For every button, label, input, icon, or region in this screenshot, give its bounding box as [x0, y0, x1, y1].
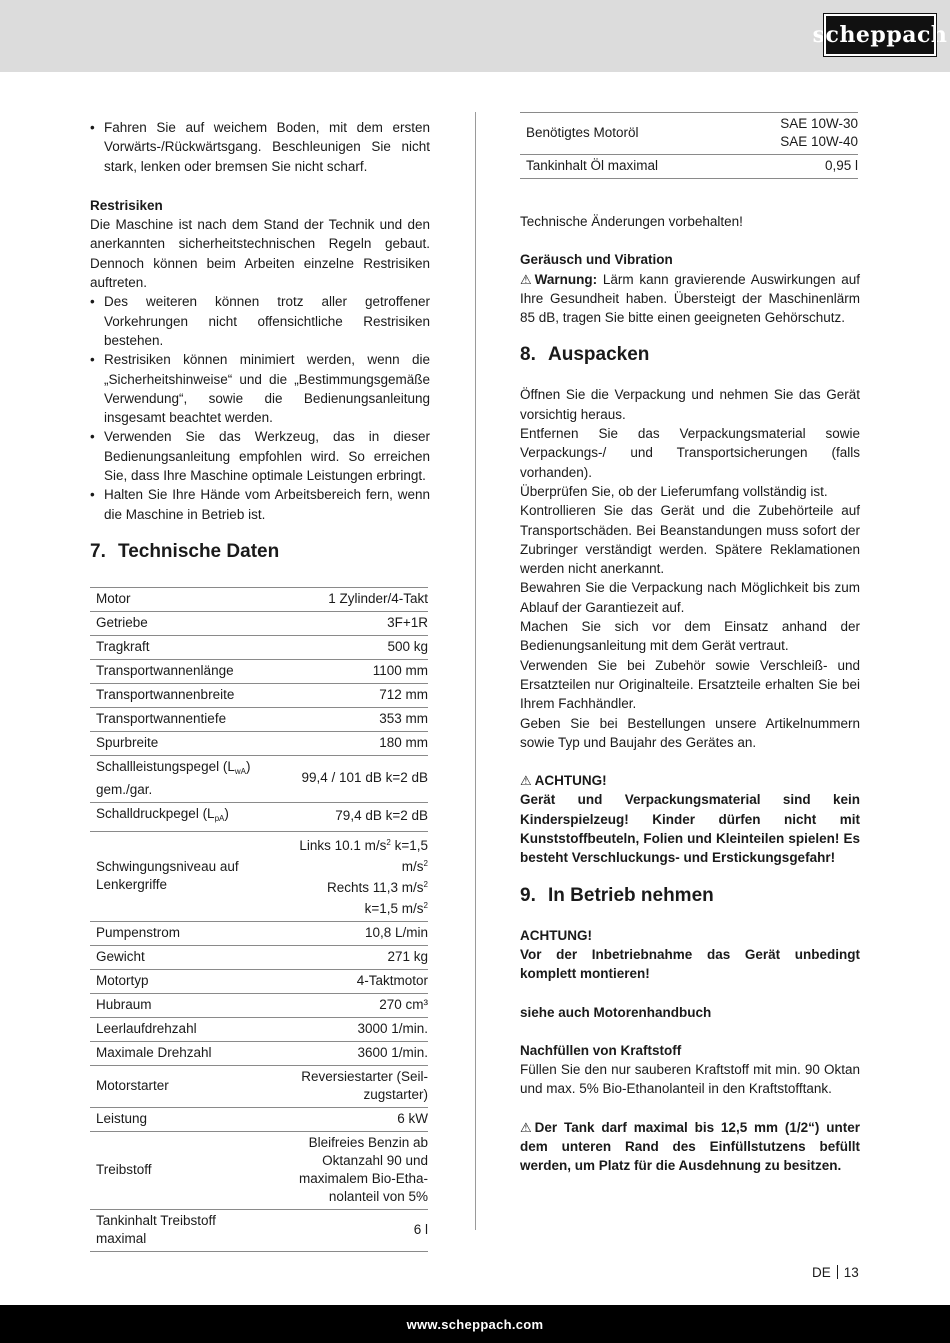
table-row: [90, 1131, 428, 1209]
value-part: k=1,5 m/s: [364, 900, 424, 916]
table-value: 3F+1R: [275, 611, 428, 635]
table-row: [90, 1107, 428, 1131]
auspacken-paragraph: Verwenden Sie bei Zubehör sowie Verschleiß- und Ersatzteilen nur Originalteile. Ersatzteile erhalten Sie bei Ihrem Fachhändler.: [520, 657, 860, 712]
betrieb-achtung: ACHTUNG!: [520, 927, 592, 943]
table-value: 270 cm³: [275, 993, 428, 1017]
value-part: Oktanzahl 90 und: [322, 1152, 428, 1168]
table-label: Transportwannenlänge: [90, 659, 275, 683]
warning-icon: ⚠: [520, 1119, 532, 1135]
page-num: 13: [843, 1265, 859, 1280]
superscript: 2: [423, 900, 428, 910]
auspacken-paragraph: Kontrollieren Sie das Gerät und die Zubehörteile auf Transportschäden. Bei Beanstandungen muss sofort der Zubringer verständigt werden. Spätere Reklamationen werden nicht anerkannt.: [520, 503, 860, 577]
table-value: 10,8 L/min: [275, 921, 428, 945]
table-label: Motorstarter: [90, 1065, 275, 1107]
footer-bar: [0, 1305, 950, 1343]
warning-icon: ⚠: [520, 271, 532, 287]
value-part: m/s: [401, 858, 424, 874]
table-row: [90, 755, 428, 802]
section-title: Technische Daten: [118, 540, 280, 562]
table-row: [90, 659, 428, 683]
restrisiken-bullet: • Verwenden Sie das Werkzeug, das in dieser Bedienungsanleitung empfohlen wird. So erreichen Sie, dass Ihre Maschine optimale Leistungen erbringt.: [90, 427, 430, 485]
table-row: [90, 921, 428, 945]
label-part: Schallleistungspegel (L: [96, 758, 235, 774]
table-row: [90, 611, 428, 635]
kraftstoff-text: Füllen Sie den nur sauberen Kraftstoff mit min. 90 Oktan und max. 5% Bio-Ethanolanteil in den Kraftstofftank.: [520, 1062, 860, 1097]
table-value: 712 mm: [275, 683, 428, 707]
table-value: 0,95 l: [732, 155, 858, 179]
table-value: 3600 1/min.: [275, 1041, 428, 1065]
table-row: [90, 1209, 428, 1251]
auspacken-paragraph: Geben Sie bei Bestellungen unsere Artikelnummern sowie Typ und Baujahr des Gerätes an.: [520, 715, 860, 750]
intro-bullet: • Fahren Sie auf weichem Boden, mit dem ersten Vorwärts-/Rückwärtsgang. Beschleunigen Sie nicht stark, lenken oder bremsen Sie nicht scharf.: [90, 118, 430, 176]
label-part: Schalldruckpegel (L: [96, 805, 215, 821]
value-part: nolanteil von 5%: [328, 1188, 428, 1204]
table-row: [90, 731, 428, 755]
betrieb-text: Vor der Inbetriebnahme das Gerät unbedingt komplett montieren!: [520, 946, 860, 982]
table-label: Tragkraft: [90, 635, 275, 659]
achtung-text: Gerät und Verpackungsmaterial sind kein Kinderspielzeug! Kinder dürfen nicht mit Kunststoffbeuteln, Folien und Kleinteilen spielen! Es besteht Verschluckungs- und Erstickungsgefahr!: [520, 792, 860, 866]
restrisiken-text: Die Maschine ist nach dem Stand der Technik und den anerkannten sicherheitstechnischen Regeln gebaut. Dennoch können beim Arbeiten einzelne Restrisiken auftreten.: [90, 217, 430, 291]
warning-label: Warnung:: [534, 271, 598, 287]
tank-warning-text: Der Tank darf maximal bis 12,5 mm (1/2“) unter dem unteren Rand des Einfüllstutzens befüllt werden, um Platz für die Ausdehnung zu besitzen.: [520, 1119, 860, 1174]
table-label: Benötigtes Motoröl: [520, 113, 732, 155]
value-part: SAE 10W-40: [780, 134, 858, 149]
table-value: 79,4 dB k=2 dB: [275, 802, 428, 831]
subscript: pA: [214, 813, 225, 823]
right-column: [520, 112, 860, 1176]
achtung-heading: [520, 771, 860, 790]
section-number: 9.: [520, 884, 536, 906]
label-part: Lenkergriffe: [96, 876, 168, 892]
table-label: Tankinhalt Öl maximal: [520, 155, 732, 179]
table-row: [90, 707, 428, 731]
restrisiken-heading: Restrisiken: [90, 197, 163, 213]
label-part: ): [245, 758, 251, 774]
left-column: [90, 118, 430, 1252]
table-label: Transportwannentiefe: [90, 707, 275, 731]
auspacken-paragraph: Öffnen Sie die Verpackung und nehmen Sie das Gerät vorsichtig heraus.: [520, 387, 860, 422]
value-part: Bleifreies Benzin ab: [308, 1134, 428, 1150]
table-value: [275, 1065, 428, 1107]
warning-text: Lärm kann gravierende Auswirkungen auf Ihre Gesundheit haben. Übersteigt der Maschinenlärm 85 dB, tragen Sie bitte einen geeigneten Gehörschutz.: [520, 271, 860, 326]
table-label: [90, 755, 275, 802]
section-9-heading: [520, 884, 860, 908]
column-divider: [475, 112, 476, 1230]
value-part: zugstarter): [363, 1086, 428, 1102]
table-value: 3000 1/min.: [275, 1017, 428, 1041]
value-part: Links 10.1 m/s: [299, 837, 387, 853]
table-label: Motor: [90, 587, 275, 611]
table-label: Pumpenstrom: [90, 921, 275, 945]
label-part: gem./gar.: [96, 781, 153, 797]
table-value: 500 kg: [275, 635, 428, 659]
oil-table: [520, 112, 858, 179]
table-value: 6 kW: [275, 1107, 428, 1131]
table-label: [90, 831, 275, 921]
table-row: [90, 1065, 428, 1107]
table-label: Motortyp: [90, 969, 275, 993]
table-row: [90, 802, 428, 831]
auspacken-paragraph: Bewahren Sie die Verpackung nach Möglichkeit bis zum Ablauf der Garantiezeit auf.: [520, 580, 860, 615]
table-value: 99,4 / 101 dB k=2 dB: [275, 755, 428, 802]
tech-data-table: [90, 587, 428, 1252]
table-value: 1 Zylinder/4-Takt: [275, 587, 428, 611]
auspacken-paragraph: Machen Sie sich vor dem Einsatz anhand der Bedienungsanleitung mit dem Gerät vertraut.: [520, 619, 860, 654]
label-part: ): [224, 805, 229, 821]
subscript: wA: [234, 766, 246, 776]
page-separator: [837, 1265, 838, 1279]
table-label: Treibstoff: [90, 1131, 275, 1209]
superscript: 2: [423, 879, 428, 889]
label-part: Schwingungsniveau auf: [96, 858, 239, 874]
superscript: 2: [386, 837, 391, 847]
section-7-heading: [90, 540, 430, 564]
table-label: Hubraum: [90, 993, 275, 1017]
table-value: 1100 mm: [275, 659, 428, 683]
table-row: [90, 683, 428, 707]
auspacken-paragraph: Entfernen Sie das Verpackungsmaterial sowie Verpackungs-/ und Transportsicherungen (falls vorhanden).: [520, 426, 860, 480]
tank-warning: [520, 1118, 860, 1176]
value-part: Reversiestarter (Seil-: [301, 1068, 428, 1084]
noise-warning: [520, 270, 860, 328]
label-part: maximal: [96, 1230, 147, 1246]
table-row: [90, 831, 428, 921]
warning-icon: ⚠: [520, 773, 532, 789]
table-value: 180 mm: [275, 731, 428, 755]
table-label: Spurbreite: [90, 731, 275, 755]
noise-heading: Geräusch und Vibration: [520, 252, 673, 268]
section-number: 7.: [90, 540, 106, 562]
table-row: [90, 1041, 428, 1065]
value-part: Rechts 11,3 m/s: [327, 879, 424, 895]
section-8-heading: [520, 343, 860, 367]
table-row: [90, 635, 428, 659]
superscript: 2: [423, 858, 428, 868]
table-label: Leistung: [90, 1107, 275, 1131]
table-label: Leerlaufdrehzahl: [90, 1017, 275, 1041]
table-label: Getriebe: [90, 611, 275, 635]
footer-url[interactable]: www.scheppach.com: [406, 1316, 544, 1332]
table-value: [275, 1131, 428, 1209]
table-label: Gewicht: [90, 945, 275, 969]
table-value: [732, 113, 858, 155]
table-value: 6 l: [275, 1209, 428, 1251]
table-label: [90, 1209, 275, 1251]
kraftstoff-heading: Nachfüllen von Kraftstoff: [520, 1042, 682, 1058]
table-row: [90, 945, 428, 969]
restrisiken-bullet: • Restrisiken können minimiert werden, wenn die „Sicherheitshinweise“ und die „Bestimmungsgemäße Verwendung“, sowie die Bedienungsanleitung insgesamt beachtet werden.: [90, 350, 430, 427]
tech-note: Technische Änderungen vorbehalten!: [520, 214, 743, 229]
brand-logo: scheppach: [824, 14, 936, 56]
table-value: 4-Taktmotor: [275, 969, 428, 993]
section-number: 8.: [520, 344, 536, 366]
table-row: [90, 1017, 428, 1041]
table-value: 271 kg: [275, 945, 428, 969]
table-label: [90, 802, 275, 831]
page-number: [812, 1265, 859, 1280]
table-value: [275, 831, 428, 921]
table-row: [90, 969, 428, 993]
achtung-label: ACHTUNG!: [534, 773, 607, 789]
value-part: k=1,5: [390, 837, 428, 853]
table-row: [90, 993, 428, 1017]
section-title: Auspacken: [548, 344, 650, 366]
table-row: [90, 587, 428, 611]
label-part: Tankinhalt Treibstoff: [96, 1212, 216, 1228]
motorhandbuch-note: siehe auch Motorenhandbuch: [520, 1004, 712, 1020]
page-lang: DE: [812, 1265, 831, 1280]
value-part: maximalem Bio-Etha-: [298, 1170, 428, 1186]
section-title: In Betrieb nehmen: [548, 884, 714, 906]
table-row: [520, 113, 858, 155]
auspacken-paragraph: Überprüfen Sie, ob der Lieferumfang vollständig ist.: [520, 483, 828, 499]
restrisiken-bullet: • Des weiteren können trotz aller getroffener Vorkehrungen nicht offensichtliche Restrisiken bestehen.: [90, 292, 430, 350]
restrisiken-bullet: • Halten Sie Ihre Hände vom Arbeitsbereich fern, wenn die Maschine in Betrieb ist.: [90, 485, 430, 524]
header-band: [0, 0, 950, 72]
table-label: Maximale Drehzahl: [90, 1041, 275, 1065]
table-label: Transportwannenbreite: [90, 683, 275, 707]
table-row: [520, 155, 858, 179]
value-part: SAE 10W-30: [780, 116, 858, 131]
table-value: 353 mm: [275, 707, 428, 731]
